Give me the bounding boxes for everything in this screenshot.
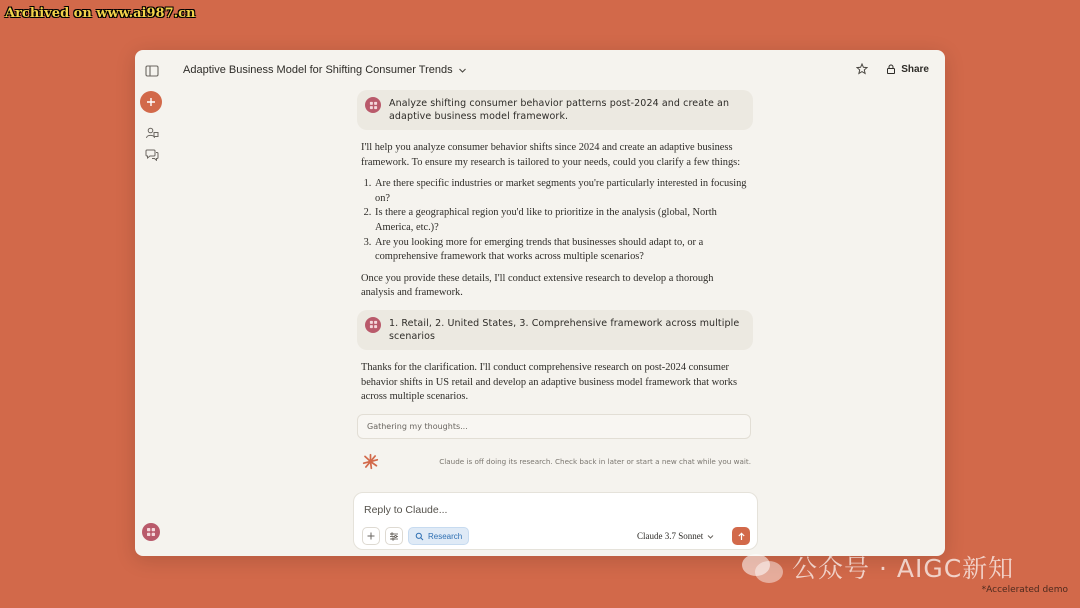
conversation-title-text: Adaptive Business Model for Shifting Consumer Trends [183, 64, 453, 76]
wechat-label: 公众号 · AIGC新知 [792, 554, 1015, 583]
chevron-down-icon [458, 66, 467, 75]
chat-thread [357, 90, 753, 470]
research-search-icon [415, 532, 424, 541]
wechat-watermark [742, 549, 1014, 585]
research-status-row [357, 453, 753, 470]
user-message [357, 310, 753, 350]
model-selector[interactable] [637, 531, 714, 541]
model-label: Claude 3.7 Sonnet [637, 531, 704, 541]
chevron-down-icon [707, 533, 714, 540]
research-toggle[interactable] [408, 527, 469, 545]
archive-watermark: Archived on www.ai987.cn [5, 6, 196, 21]
arrow-up-icon [737, 532, 746, 541]
new-chat-button[interactable] [140, 91, 162, 113]
claude-logo-icon [362, 453, 379, 470]
header-actions [856, 63, 929, 75]
reply-input[interactable]: Reply to Claude... [364, 504, 448, 516]
question-item: 3. Are you looking more for emerging trends that businesses should adapt to, or a comprehensive framework that works across multiple scenarios? [374, 236, 749, 265]
app-window [135, 50, 945, 556]
assistant-intro: I'll help you analyze consumer behavior shifts since 2024 and create an adaptive business framework. To ensure my research is tailored to your needs, could you clarify a few things: [361, 142, 741, 168]
projects-icon[interactable] [145, 126, 159, 140]
sidebar-toggle-icon[interactable] [145, 64, 159, 78]
plus-icon [146, 97, 156, 107]
thinking-status-text: Gathering my thoughts... [367, 421, 468, 431]
user-message [357, 90, 753, 130]
star-icon[interactable] [856, 63, 868, 75]
send-button[interactable] [732, 527, 750, 545]
user-message-avatar [365, 97, 381, 113]
settings-button[interactable] [385, 527, 403, 545]
avatar-icon [369, 320, 378, 329]
research-label: Research [428, 531, 463, 541]
question-item: 2. Is there a geographical region you'd like to prioritize in the analysis (global, North America, etc.)? [374, 206, 749, 235]
assistant-outro: Once you provide these details, I'll conduct extensive research to develop a thorough analysis and framework. [361, 272, 714, 299]
assistant-reply-text: Thanks for the clarification. I'll conduct comprehensive research on post-2024 consumer behavior shifts in US retail and develop an adaptive business model framework that works across multiple scenarios. [361, 361, 737, 403]
question-item: 1. Are there specific industries or market segments you're particularly interested in focusing on? [374, 177, 749, 206]
question-list [361, 177, 749, 265]
wechat-logo-icon [742, 552, 784, 582]
accelerated-demo-note: *Accelerated demo [981, 585, 1068, 595]
research-note: Claude is off doing its research. Check back in later or start a new chat while you wait. [439, 456, 751, 466]
lock-icon [886, 64, 896, 74]
user-message-text: Analyze shifting consumer behavior patterns post-2024 and create an adaptive business model framework. [389, 98, 730, 122]
chats-icon[interactable] [145, 147, 159, 161]
reply-composer[interactable] [353, 492, 758, 550]
plus-icon [367, 532, 375, 540]
conversation-title[interactable] [183, 64, 467, 76]
thinking-status [357, 414, 751, 439]
assistant-message [357, 141, 753, 301]
assistant-message [357, 361, 753, 405]
sidebar [135, 50, 169, 556]
sliders-icon [389, 532, 399, 541]
attach-button[interactable] [362, 527, 380, 545]
user-message-avatar [365, 317, 381, 333]
avatar-icon [369, 101, 378, 110]
share-button[interactable] [886, 64, 929, 75]
share-label: Share [901, 63, 929, 75]
avatar-icon [146, 527, 156, 537]
user-avatar[interactable] [142, 523, 160, 541]
user-message-text: 1. Retail, 2. United States, 3. Comprehensive framework across multiple scenarios [389, 317, 740, 342]
